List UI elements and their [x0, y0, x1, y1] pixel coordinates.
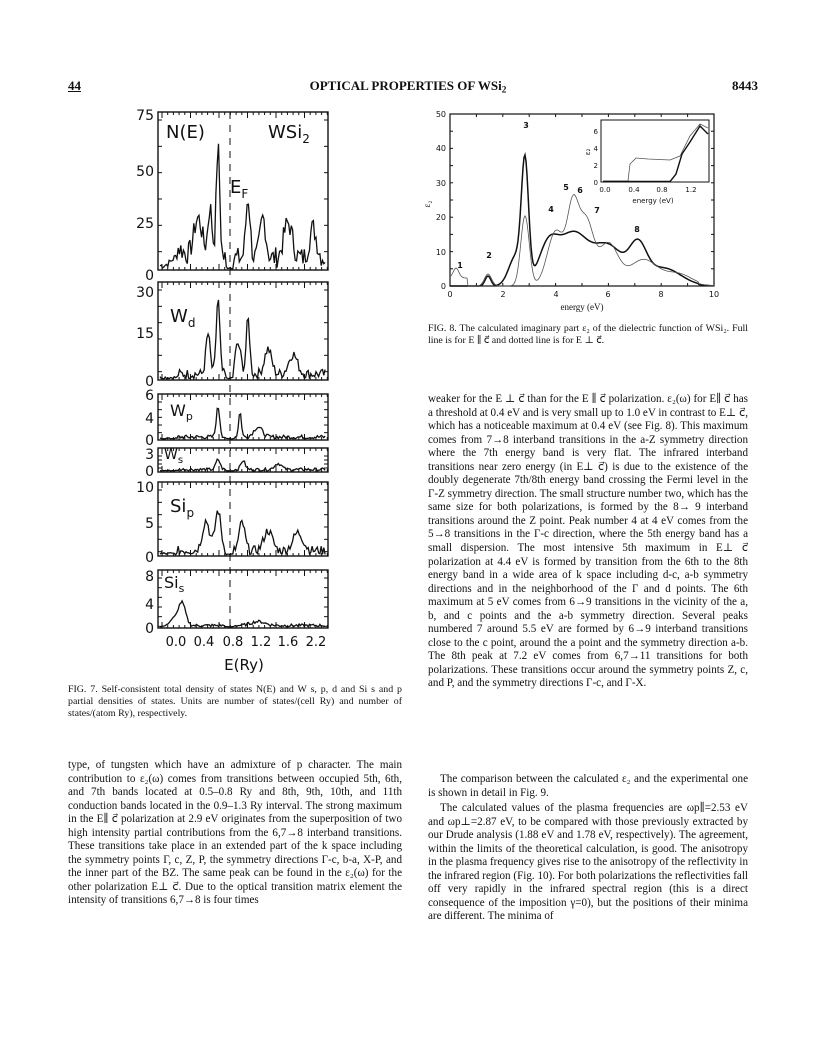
fig7-xtick: 0.0 — [165, 635, 187, 650]
fig8-xtick: 2 — [500, 290, 506, 299]
fig7-caption: FIG. 7. Self-consistent total density of states N(E) and W s, p, d and Si s and p partial densities of states. Units are number of states/(cell Ry) and number of states/(atom Ry), respectively. — [68, 684, 402, 720]
fig7-dos-figure — [118, 100, 348, 680]
fig8-xtick: 0 — [447, 290, 453, 299]
fig8-xtick: 8 — [658, 290, 664, 299]
fig7-xtick: 1.6 — [277, 635, 299, 650]
fig7-ytick: 4 — [145, 411, 154, 427]
fig8-peak-label: 8 — [634, 225, 640, 234]
fig8-epsilon2-figure — [408, 104, 748, 316]
fig7-xtick: 2.2 — [305, 635, 327, 650]
fig7-ytick: 5 — [145, 516, 154, 532]
body-right-column-paragraph-3: The calculated values of the plasma frequencies are ωp∥=2.53 eV and ωp⊥=2.87 eV, to be compared with those previously extracted by our Drude analysis (1.88 eV and 1.78 eV, respectively). The agreement, within the limits of the theoretical calculation, is good. The anisotropy in the plasma frequency gives rise to the anisotropy of the reflectivity in the infrared region (Fig. 10). For both polarizations the reflectivities fall off very rapidly in the infrared spectral region (this is a direct consequence of the imposition γ=0), but the positions of their minima are different. The minima of — [428, 802, 748, 923]
fig7-panel-label-ne: N(E) — [166, 122, 205, 143]
fig8-inset-ytick: 2 — [593, 162, 598, 170]
fig8-inset-xtick: 0.8 — [656, 186, 668, 194]
fig7-ytick: 0 — [145, 550, 154, 566]
fig8-xlabel: energy (eV) — [560, 302, 604, 312]
fig7-ytick: 15 — [136, 326, 154, 342]
fig8-ytick: 40 — [435, 144, 446, 153]
fig7-ytick: 6 — [145, 388, 154, 404]
fig8-peak-label: 5 — [563, 183, 569, 192]
fig8-xtick: 4 — [553, 290, 559, 299]
body-left-column: type, of tungsten which have an admixture of p character. The main contribution to ε₂(ω) comes from transitions between occupied 5th, 6th, and 7th bands located at 0.5–0.8 Ry and 8th, 9th, 10th, and 11th conduction bands located in the 0.9–1.3 Ry interval. The strong maximum in the E∥ c⃗ polarization at 2.9 eV originates from the superposition of two high intensity partial contributions from the 6,7→8 interband transitions. These transitions take place in an extended part of the k space including the symmetry points Γ, c, Z, P, the symmetry directions Γ-c, b-a, X-P, and the inner part of the BZ. The same peak can be found in the ε₂(ω) for the other polarization E⊥ c⃗. Due to the optical transition matrix element the intensity of transitions 6,7→8 is four times — [68, 759, 402, 907]
fig8-ytick: 20 — [435, 213, 446, 222]
fig7-panel-label-wsi2: WSi$_2$ — [268, 122, 310, 146]
fig8-caption: FIG. 8. The calculated imaginary part ε₂ of the dielectric function of WSi₂. Full line is for E ∥ c⃗ and dotted line is for E ⊥ c⃗. — [428, 323, 748, 347]
fig8-inset-xtick: 0.0 — [599, 186, 611, 194]
body-right-column-paragraph-2: The comparison between the calculated ε₂ and the experimental one is shown in detail in Fig. 9. — [428, 773, 748, 799]
fig7-ytick: 0 — [145, 433, 154, 449]
fig7-xtick: 1.2 — [250, 635, 272, 650]
fig7-xlabel: E(Ry) — [224, 656, 264, 674]
fig7-xtick: 0.8 — [222, 635, 244, 650]
fig8-xtick: 10 — [708, 290, 720, 299]
fig7-ytick: 30 — [136, 285, 154, 301]
fig7-ytick: 0 — [145, 464, 154, 480]
fig7-ytick: 0 — [145, 268, 154, 284]
fig8-peak-label: 3 — [523, 121, 529, 130]
running-title: OPTICAL PROPERTIES OF WSi$_2$ — [309, 78, 507, 96]
fig8-peak-label: 6 — [577, 186, 583, 195]
fig7-fermi-label: $E_F$ — [230, 177, 249, 201]
fig8-xtick: 6 — [605, 290, 611, 299]
fig7-panel-label-sis: $Si_s$ — [164, 573, 185, 595]
fig8-peak-label: 2 — [486, 251, 492, 260]
fig8-inset-xtick: 0.4 — [628, 186, 640, 194]
fig8-ytick: 50 — [435, 110, 446, 119]
fig8-peak-label: 7 — [594, 206, 600, 215]
fig8-ytick: 0 — [440, 282, 446, 291]
page-number: 44 — [68, 78, 81, 93]
fig8-inset-xlabel: energy (eV) — [632, 197, 674, 205]
fig8-inset-ytick: 6 — [593, 128, 598, 136]
fig8-ylabel: ε₂ — [422, 200, 432, 208]
journal-page-number: 8443 — [732, 78, 758, 93]
fig7-panel-label-wd: $W_d$ — [170, 306, 196, 330]
fig7-ytick: 8 — [145, 569, 154, 585]
fig8-ytick: 30 — [435, 179, 446, 188]
fig7-panel-label-wp: $W_p$ — [170, 401, 193, 423]
fig7-ytick: 75 — [136, 108, 154, 124]
fig7-ytick: 0 — [145, 621, 154, 637]
fig7-xtick: 0.4 — [193, 635, 215, 650]
fig7-ytick: 10 — [136, 480, 154, 496]
body-right-column-paragraph-1: weaker for the E ⊥ c⃗ than for the E ∥ c⃗ polarization. ε₂(ω) for E∥ c⃗ has a threshold at 0.4 eV and is very small up to 1.0 eV in contrast to E⊥ c⃗, which has a noticeable maximum at 0.4 eV (see Fig. 8). This maximum comes from 7→8 interband transitions in the a-Z symmetry direction where the 7th energy band is very flat. The infrared interband transitions near zero energy (in E⊥ c⃗) is due to the existence of the doubly degenerate 7th/8th energy band crossing the Fermi level in the Γ-Z symmetry direction. The small structure number two, which has the same size for both polarizations, is formed by the 8→ 9 interband transitions around the Z point. Peak number 4 at 4 eV comes from the 5→8 transitions in the Γ-c direction, where the 5th energy band has a small dispersion. The most intensive 5th maximum in E⊥ c⃗ polarization at 4.4 eV is formed by transition from the 6th to the 8th energy band in a wide area of k space including d-c, a-b symmetry directions and in the neighborhood of the Γ and d points. The 6th maximum at 5 eV comes from 6→9 transitions in the vicinity of the a, b, and c points and the a-b symmetry direction. Several peaks numbered 7 around 5.5 eV are formed by 6→9 interband transitions close to the c point, around the a point and the symmetry direction a-b. The 8th peak at 7.2 eV comes from 6,7→11 transitions for both polarizations. These transitions occur around the symmetry points Z, c, and P, and the symmetry directions Γ-c, and Γ-X. — [428, 393, 748, 690]
fig7-ytick: 4 — [145, 597, 154, 613]
fig7-ytick: 3 — [145, 447, 154, 463]
fig7-ytick: 25 — [136, 216, 154, 232]
fig8-inset-xtick: 1.2 — [685, 186, 697, 194]
fig8-ytick: 10 — [435, 248, 446, 257]
fig8-peak-label: 4 — [548, 205, 554, 214]
fig8-inset-ylabel: ε₂ — [584, 148, 592, 156]
fig8-inset-ytick: 4 — [593, 145, 598, 153]
fig7-ytick: 50 — [136, 164, 154, 180]
fig7-ytick: 0 — [145, 374, 154, 390]
fig8-peak-label: 1 — [457, 261, 463, 270]
fig7-panel-label-sip: $Si_p$ — [170, 496, 195, 520]
fig7-panel-label-ws: $W_s$ — [164, 447, 184, 466]
fig8-inset-ytick: 0 — [593, 179, 598, 187]
